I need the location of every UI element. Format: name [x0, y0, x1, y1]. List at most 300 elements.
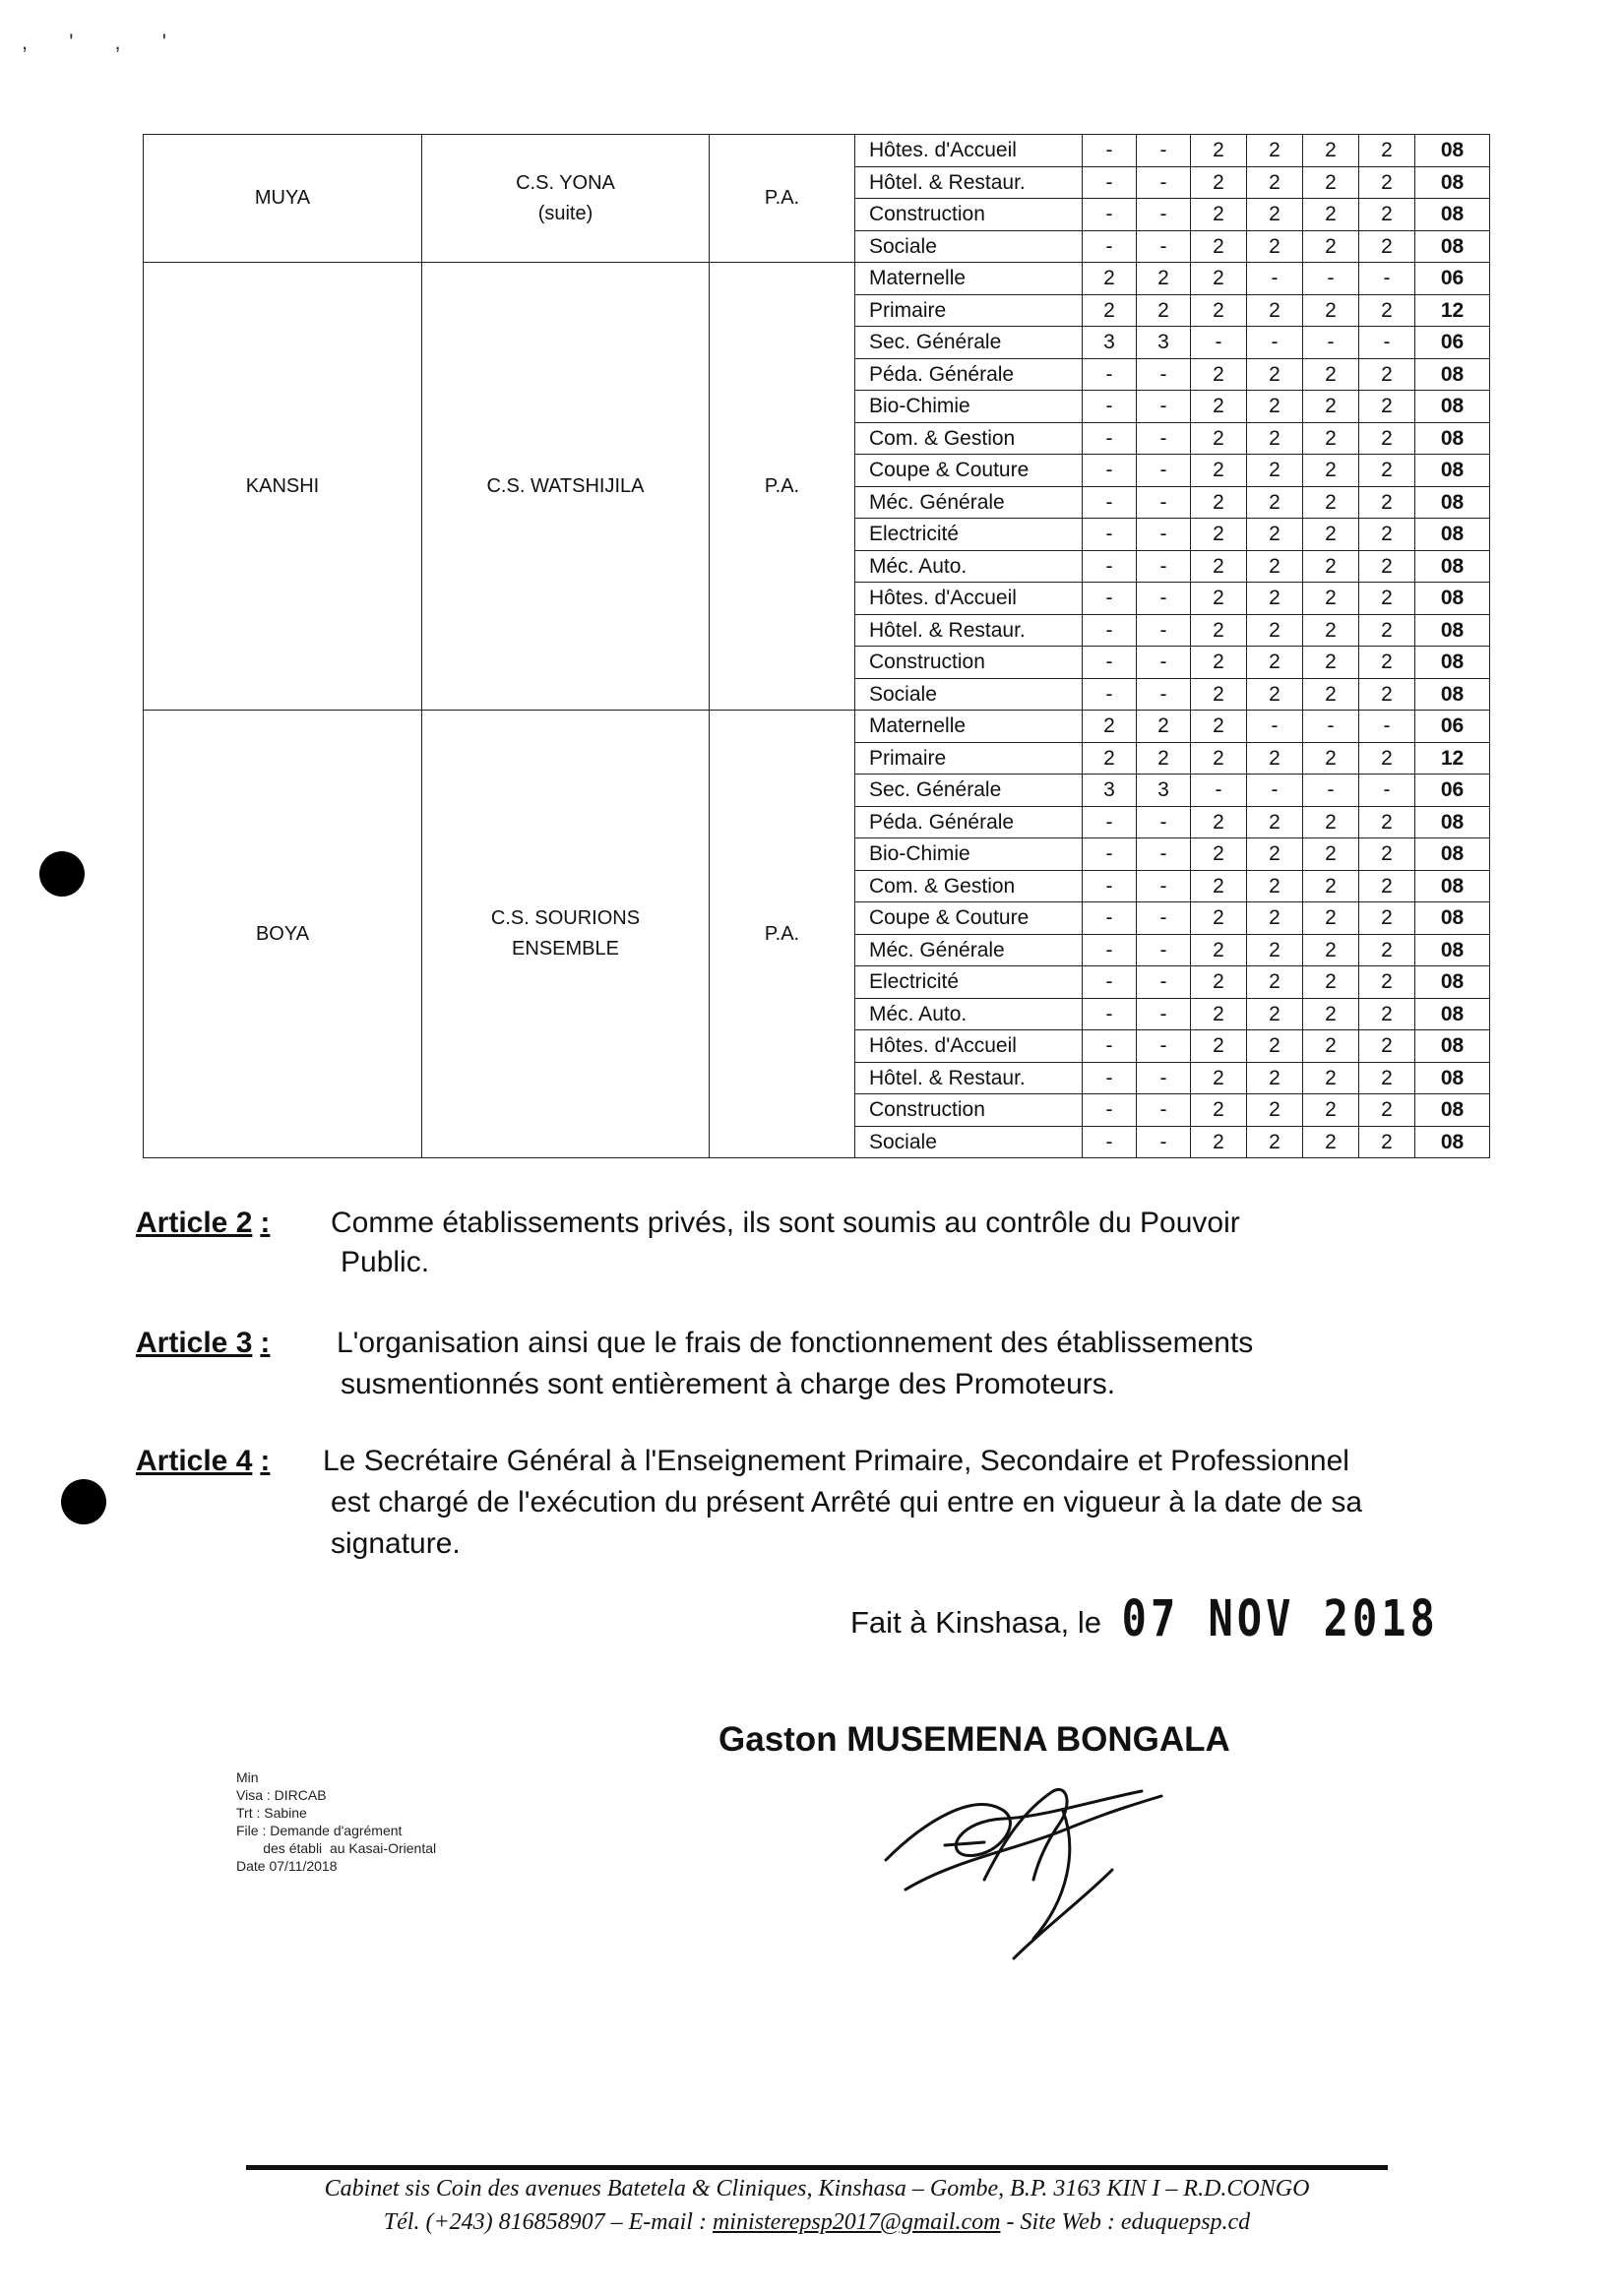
- class-count-cell: -: [1083, 455, 1137, 487]
- class-count-cell: 2: [1303, 870, 1359, 902]
- class-count-cell: 2: [1247, 742, 1303, 775]
- class-count-cell: -: [1137, 647, 1191, 679]
- total-cell: 06: [1415, 711, 1490, 743]
- total-cell: 08: [1415, 647, 1490, 679]
- class-count-cell: -: [1137, 550, 1191, 583]
- total-cell: 08: [1415, 838, 1490, 871]
- regime-cell: P.A.: [710, 135, 855, 263]
- field-cell: Sec. Générale: [855, 775, 1083, 807]
- class-count-cell: 2: [1303, 966, 1359, 999]
- class-count-cell: -: [1191, 775, 1247, 807]
- field-cell: Méc. Auto.: [855, 550, 1083, 583]
- class-count-cell: -: [1137, 486, 1191, 519]
- total-cell: 08: [1415, 486, 1490, 519]
- class-count-cell: 2: [1191, 422, 1247, 455]
- class-count-cell: -: [1083, 1062, 1137, 1094]
- class-count-cell: -: [1137, 422, 1191, 455]
- class-count-cell: 2: [1247, 583, 1303, 615]
- class-count-cell: 2: [1359, 1126, 1415, 1158]
- class-count-cell: -: [1137, 199, 1191, 231]
- class-count-cell: 2: [1359, 870, 1415, 902]
- school-cell: [422, 711, 710, 1158]
- class-count-cell: 2: [1191, 998, 1247, 1030]
- field-cell: Bio-Chimie: [855, 391, 1083, 423]
- class-count-cell: 2: [1303, 230, 1359, 263]
- field-cell: Bio-Chimie: [855, 838, 1083, 871]
- school-name-line: C.S. YONA: [516, 171, 615, 194]
- class-count-cell: -: [1083, 934, 1137, 966]
- class-count-cell: 2: [1247, 135, 1303, 167]
- class-count-cell: 2: [1247, 678, 1303, 711]
- class-count-cell: 2: [1247, 806, 1303, 838]
- total-cell: 08: [1415, 870, 1490, 902]
- class-count-cell: -: [1191, 327, 1247, 359]
- class-count-cell: -: [1137, 678, 1191, 711]
- class-count-cell: 2: [1191, 135, 1247, 167]
- class-count-cell: 2: [1359, 647, 1415, 679]
- class-count-cell: 2: [1303, 934, 1359, 966]
- field-cell: Méc. Générale: [855, 486, 1083, 519]
- footer-rule: [246, 2165, 1388, 2170]
- class-count-cell: -: [1083, 998, 1137, 1030]
- article-4-line-3: signature.: [331, 1527, 461, 1560]
- article-3-label: Article 3: [136, 1327, 253, 1359]
- class-count-cell: -: [1137, 934, 1191, 966]
- article-3-line-2: susmentionnés sont entièrement à charge des Promoteurs.: [341, 1368, 1116, 1400]
- place-and-date: [850, 1589, 1439, 1647]
- class-count-cell: 2: [1359, 806, 1415, 838]
- class-count-cell: 2: [1303, 135, 1359, 167]
- class-count-cell: -: [1083, 422, 1137, 455]
- class-count-cell: 2: [1303, 519, 1359, 551]
- footer-email-link[interactable]: ministerepsp2017@gmail.com: [712, 2209, 1001, 2235]
- article-3-colon: :: [260, 1327, 271, 1359]
- class-count-cell: -: [1083, 1126, 1137, 1158]
- class-count-cell: 2: [1359, 135, 1415, 167]
- class-count-cell: 2: [1191, 966, 1247, 999]
- class-count-cell: 2: [1191, 614, 1247, 647]
- table-row: [144, 711, 1490, 743]
- total-cell: 08: [1415, 166, 1490, 199]
- class-count-cell: -: [1137, 614, 1191, 647]
- class-count-cell: 3: [1083, 327, 1137, 359]
- field-cell: Hôtel. & Restaur.: [855, 614, 1083, 647]
- class-count-cell: 2: [1191, 583, 1247, 615]
- signer-name: Gaston MUSEMENA BONGALA: [718, 1720, 1230, 1759]
- field-cell: Sociale: [855, 1126, 1083, 1158]
- field-cell: Hôtes. d'Accueil: [855, 1030, 1083, 1063]
- class-count-cell: 2: [1247, 358, 1303, 391]
- class-count-cell: 2: [1359, 230, 1415, 263]
- field-cell: Sec. Générale: [855, 327, 1083, 359]
- total-cell: 08: [1415, 519, 1490, 551]
- class-count-cell: 2: [1303, 678, 1359, 711]
- total-cell: 08: [1415, 550, 1490, 583]
- class-count-cell: 2: [1137, 294, 1191, 327]
- article-2-label: Article 2: [136, 1207, 253, 1239]
- footer-website: - Site Web : eduquepsp.cd: [1000, 2209, 1251, 2235]
- total-cell: 08: [1415, 806, 1490, 838]
- class-count-cell: 2: [1191, 166, 1247, 199]
- field-cell: Hôtel. & Restaur.: [855, 166, 1083, 199]
- article-2-line-2: Public.: [341, 1246, 430, 1278]
- class-count-cell: 2: [1191, 711, 1247, 743]
- class-count-cell: -: [1137, 902, 1191, 935]
- field-cell: Sociale: [855, 230, 1083, 263]
- article-4-line-2: est chargé de l'exécution du présent Arrêté qui entre en vigueur à la date de sa: [331, 1486, 1363, 1519]
- class-count-cell: 2: [1137, 711, 1191, 743]
- class-count-cell: 2: [1191, 742, 1247, 775]
- class-count-cell: 2: [1359, 294, 1415, 327]
- class-count-cell: 3: [1137, 327, 1191, 359]
- field-cell: Coupe & Couture: [855, 455, 1083, 487]
- class-count-cell: 2: [1247, 519, 1303, 551]
- regime-cell: P.A.: [710, 711, 855, 1158]
- school-name-line: C.S. SOURIONS: [490, 907, 641, 929]
- class-count-cell: -: [1137, 806, 1191, 838]
- class-count-cell: -: [1137, 166, 1191, 199]
- class-count-cell: 2: [1247, 1030, 1303, 1063]
- class-count-cell: -: [1359, 711, 1415, 743]
- field-cell: Maternelle: [855, 711, 1083, 743]
- class-count-cell: 2: [1359, 422, 1415, 455]
- page-scan-marks: , ' , ': [22, 30, 184, 54]
- class-count-cell: -: [1083, 550, 1137, 583]
- class-count-cell: 2: [1303, 391, 1359, 423]
- class-count-cell: 2: [1303, 486, 1359, 519]
- class-count-cell: -: [1083, 199, 1137, 231]
- class-count-cell: 2: [1191, 1126, 1247, 1158]
- class-count-cell: 2: [1359, 678, 1415, 711]
- ref-visa: Visa : DIRCAB: [236, 1787, 327, 1803]
- footer: [246, 2165, 1388, 2239]
- footer-contact: [246, 2205, 1388, 2239]
- table-row: [144, 263, 1490, 295]
- regime-cell: P.A.: [710, 263, 855, 711]
- class-count-cell: 2: [1303, 1094, 1359, 1127]
- class-count-cell: -: [1137, 1094, 1191, 1127]
- class-count-cell: 2: [1191, 902, 1247, 935]
- field-cell: Primaire: [855, 742, 1083, 775]
- class-count-cell: -: [1359, 327, 1415, 359]
- total-cell: 08: [1415, 1030, 1490, 1063]
- class-count-cell: -: [1247, 327, 1303, 359]
- class-count-cell: 2: [1191, 199, 1247, 231]
- class-count-cell: 2: [1303, 1126, 1359, 1158]
- article-4-line-1: Le Secrétaire Général à l'Enseignement Primaire, Secondaire et Professionnel: [323, 1445, 1349, 1477]
- class-count-cell: 2: [1303, 614, 1359, 647]
- class-count-cell: 2: [1359, 1062, 1415, 1094]
- class-count-cell: -: [1247, 775, 1303, 807]
- field-cell: Hôtes. d'Accueil: [855, 583, 1083, 615]
- ref-min: Min: [236, 1769, 259, 1785]
- total-cell: 08: [1415, 998, 1490, 1030]
- class-count-cell: 2: [1191, 486, 1247, 519]
- total-cell: 08: [1415, 422, 1490, 455]
- class-count-cell: 2: [1137, 742, 1191, 775]
- class-count-cell: 2: [1303, 199, 1359, 231]
- punch-hole-top: [39, 851, 85, 897]
- field-cell: Péda. Générale: [855, 358, 1083, 391]
- class-count-cell: 2: [1359, 455, 1415, 487]
- handwritten-signature: [866, 1752, 1181, 1968]
- class-count-cell: 2: [1359, 519, 1415, 551]
- field-cell: Electricité: [855, 966, 1083, 999]
- class-count-cell: -: [1083, 1094, 1137, 1127]
- schools-table-body: [144, 135, 1490, 1158]
- class-count-cell: 2: [1247, 998, 1303, 1030]
- class-count-cell: 2: [1083, 294, 1137, 327]
- class-count-cell: -: [1359, 775, 1415, 807]
- field-cell: Coupe & Couture: [855, 902, 1083, 935]
- class-count-cell: 2: [1247, 870, 1303, 902]
- class-count-cell: 2: [1247, 230, 1303, 263]
- class-count-cell: -: [1083, 647, 1137, 679]
- class-count-cell: 2: [1359, 998, 1415, 1030]
- class-count-cell: 2: [1247, 1062, 1303, 1094]
- class-count-cell: 2: [1191, 806, 1247, 838]
- class-count-cell: 2: [1191, 647, 1247, 679]
- locality-cell: BOYA: [144, 711, 422, 1158]
- article-4-label: Article 4: [136, 1445, 253, 1477]
- class-count-cell: 2: [1191, 678, 1247, 711]
- class-count-cell: -: [1247, 263, 1303, 295]
- class-count-cell: 2: [1359, 358, 1415, 391]
- class-count-cell: 2: [1083, 742, 1137, 775]
- class-count-cell: -: [1137, 135, 1191, 167]
- class-count-cell: 2: [1247, 166, 1303, 199]
- school-name-line: C.S. WATSHIJILA: [486, 474, 645, 497]
- class-count-cell: 2: [1191, 550, 1247, 583]
- field-cell: Primaire: [855, 294, 1083, 327]
- class-count-cell: 2: [1191, 934, 1247, 966]
- class-count-cell: -: [1083, 519, 1137, 551]
- class-count-cell: 2: [1137, 263, 1191, 295]
- class-count-cell: 2: [1359, 934, 1415, 966]
- field-cell: Maternelle: [855, 263, 1083, 295]
- article-4-colon: :: [260, 1445, 271, 1477]
- total-cell: 06: [1415, 327, 1490, 359]
- class-count-cell: -: [1083, 166, 1137, 199]
- class-count-cell: 2: [1303, 294, 1359, 327]
- class-count-cell: -: [1137, 583, 1191, 615]
- class-count-cell: 2: [1303, 422, 1359, 455]
- class-count-cell: 2: [1083, 711, 1137, 743]
- footer-address: Cabinet sis Coin des avenues Batetela & Cliniques, Kinshasa – Gombe, B.P. 3163 KIN I – R.D.CONGO: [324, 2176, 1310, 2201]
- school-cell: [422, 263, 710, 711]
- class-count-cell: -: [1137, 519, 1191, 551]
- total-cell: 08: [1415, 391, 1490, 423]
- class-count-cell: 2: [1191, 455, 1247, 487]
- class-count-cell: -: [1137, 1030, 1191, 1063]
- class-count-cell: 2: [1191, 870, 1247, 902]
- class-count-cell: -: [1083, 486, 1137, 519]
- class-count-cell: -: [1137, 998, 1191, 1030]
- field-cell: Construction: [855, 647, 1083, 679]
- class-count-cell: 2: [1303, 902, 1359, 935]
- article-2-line-1: Comme établissements privés, ils sont soumis au contrôle du Pouvoir: [331, 1207, 1240, 1239]
- class-count-cell: 2: [1303, 1062, 1359, 1094]
- class-count-cell: 2: [1359, 166, 1415, 199]
- field-cell: Hôtes. d'Accueil: [855, 135, 1083, 167]
- class-count-cell: -: [1083, 838, 1137, 871]
- class-count-cell: 2: [1303, 583, 1359, 615]
- class-count-cell: 2: [1191, 294, 1247, 327]
- class-count-cell: 2: [1359, 199, 1415, 231]
- field-cell: Electricité: [855, 519, 1083, 551]
- total-cell: 08: [1415, 934, 1490, 966]
- class-count-cell: 2: [1359, 583, 1415, 615]
- field-cell: Com. & Gestion: [855, 870, 1083, 902]
- school-cell: [422, 135, 710, 263]
- class-count-cell: 2: [1247, 486, 1303, 519]
- field-cell: Hôtel. & Restaur.: [855, 1062, 1083, 1094]
- class-count-cell: 2: [1303, 838, 1359, 871]
- class-count-cell: 2: [1303, 1030, 1359, 1063]
- article-2-colon: :: [260, 1207, 271, 1239]
- punch-hole-bottom: [61, 1479, 106, 1524]
- class-count-cell: -: [1083, 966, 1137, 999]
- class-count-cell: 2: [1191, 1030, 1247, 1063]
- class-count-cell: -: [1083, 230, 1137, 263]
- total-cell: 06: [1415, 263, 1490, 295]
- total-cell: 08: [1415, 135, 1490, 167]
- school-name-line: ENSEMBLE: [512, 938, 619, 960]
- field-cell: Péda. Générale: [855, 806, 1083, 838]
- class-count-cell: 2: [1191, 358, 1247, 391]
- class-count-cell: -: [1137, 870, 1191, 902]
- ref-date: Date 07/11/2018: [236, 1858, 338, 1874]
- class-count-cell: 2: [1303, 647, 1359, 679]
- class-count-cell: 2: [1359, 486, 1415, 519]
- locality-cell: MUYA: [144, 135, 422, 263]
- class-count-cell: -: [1083, 1030, 1137, 1063]
- field-cell: Construction: [855, 1094, 1083, 1127]
- article-3: [136, 1323, 1415, 1411]
- class-count-cell: 2: [1191, 1094, 1247, 1127]
- class-count-cell: 2: [1359, 1030, 1415, 1063]
- class-count-cell: 2: [1303, 455, 1359, 487]
- class-count-cell: 2: [1191, 519, 1247, 551]
- total-cell: 08: [1415, 1094, 1490, 1127]
- class-count-cell: 2: [1303, 998, 1359, 1030]
- class-count-cell: 2: [1247, 934, 1303, 966]
- class-count-cell: -: [1137, 838, 1191, 871]
- class-count-cell: 2: [1247, 1094, 1303, 1127]
- class-count-cell: -: [1083, 678, 1137, 711]
- schools-table: [143, 134, 1490, 1158]
- class-count-cell: 2: [1247, 455, 1303, 487]
- field-cell: Sociale: [855, 678, 1083, 711]
- field-cell: Construction: [855, 199, 1083, 231]
- class-count-cell: 2: [1247, 647, 1303, 679]
- locality-cell: KANSHI: [144, 263, 422, 711]
- class-count-cell: 2: [1303, 806, 1359, 838]
- class-count-cell: -: [1083, 135, 1137, 167]
- table-row: [144, 135, 1490, 167]
- class-count-cell: 2: [1191, 230, 1247, 263]
- class-count-cell: -: [1083, 902, 1137, 935]
- class-count-cell: -: [1303, 263, 1359, 295]
- class-count-cell: -: [1247, 711, 1303, 743]
- class-count-cell: 2: [1303, 742, 1359, 775]
- class-count-cell: -: [1083, 391, 1137, 423]
- total-cell: 08: [1415, 455, 1490, 487]
- class-count-cell: -: [1083, 358, 1137, 391]
- total-cell: 12: [1415, 742, 1490, 775]
- class-count-cell: -: [1137, 966, 1191, 999]
- class-count-cell: 2: [1247, 966, 1303, 999]
- class-count-cell: -: [1303, 327, 1359, 359]
- class-count-cell: -: [1137, 391, 1191, 423]
- class-count-cell: 2: [1083, 263, 1137, 295]
- article-4: [136, 1441, 1514, 1569]
- class-count-cell: 2: [1303, 550, 1359, 583]
- class-count-cell: 2: [1359, 966, 1415, 999]
- class-count-cell: 2: [1247, 294, 1303, 327]
- total-cell: 08: [1415, 1062, 1490, 1094]
- article-2: [136, 1203, 1415, 1291]
- class-count-cell: -: [1303, 775, 1359, 807]
- class-count-cell: 2: [1359, 550, 1415, 583]
- total-cell: 08: [1415, 678, 1490, 711]
- class-count-cell: 2: [1247, 422, 1303, 455]
- class-count-cell: -: [1137, 1126, 1191, 1158]
- class-count-cell: 2: [1191, 263, 1247, 295]
- class-count-cell: 2: [1191, 391, 1247, 423]
- class-count-cell: 2: [1359, 838, 1415, 871]
- footer-phone: Tél. (+243) 816858907 – E-mail :: [383, 2209, 713, 2235]
- total-cell: 06: [1415, 775, 1490, 807]
- class-count-cell: 2: [1359, 1094, 1415, 1127]
- reference-block: [236, 1768, 436, 1875]
- field-cell: Méc. Auto.: [855, 998, 1083, 1030]
- class-count-cell: 2: [1247, 902, 1303, 935]
- total-cell: 12: [1415, 294, 1490, 327]
- ref-file: File : Demande d'agrément: [236, 1823, 403, 1838]
- class-count-cell: 2: [1359, 614, 1415, 647]
- class-count-cell: -: [1083, 614, 1137, 647]
- total-cell: 08: [1415, 614, 1490, 647]
- class-count-cell: -: [1083, 870, 1137, 902]
- total-cell: 08: [1415, 902, 1490, 935]
- class-count-cell: -: [1303, 711, 1359, 743]
- school-name-line: (suite): [537, 202, 593, 224]
- class-count-cell: -: [1137, 1062, 1191, 1094]
- class-count-cell: 2: [1247, 1126, 1303, 1158]
- class-count-cell: 2: [1191, 1062, 1247, 1094]
- class-count-cell: 2: [1247, 391, 1303, 423]
- class-count-cell: -: [1083, 583, 1137, 615]
- class-count-cell: 2: [1247, 199, 1303, 231]
- class-count-cell: 2: [1247, 550, 1303, 583]
- class-count-cell: 2: [1191, 838, 1247, 871]
- class-count-cell: 2: [1359, 742, 1415, 775]
- class-count-cell: 2: [1247, 838, 1303, 871]
- class-count-cell: 2: [1303, 358, 1359, 391]
- ref-file-cont: des établi au Kasai-Oriental: [236, 1840, 437, 1856]
- place-label: Fait à Kinshasa, le: [850, 1605, 1102, 1640]
- class-count-cell: 3: [1083, 775, 1137, 807]
- field-cell: Com. & Gestion: [855, 422, 1083, 455]
- date-stamp: 07 NOV 2018: [1121, 1589, 1439, 1647]
- class-count-cell: 3: [1137, 775, 1191, 807]
- class-count-cell: 2: [1247, 614, 1303, 647]
- class-count-cell: 2: [1359, 391, 1415, 423]
- class-count-cell: -: [1083, 806, 1137, 838]
- article-3-line-1: L'organisation ainsi que le frais de fonctionnement des établissements: [337, 1327, 1254, 1359]
- class-count-cell: -: [1137, 358, 1191, 391]
